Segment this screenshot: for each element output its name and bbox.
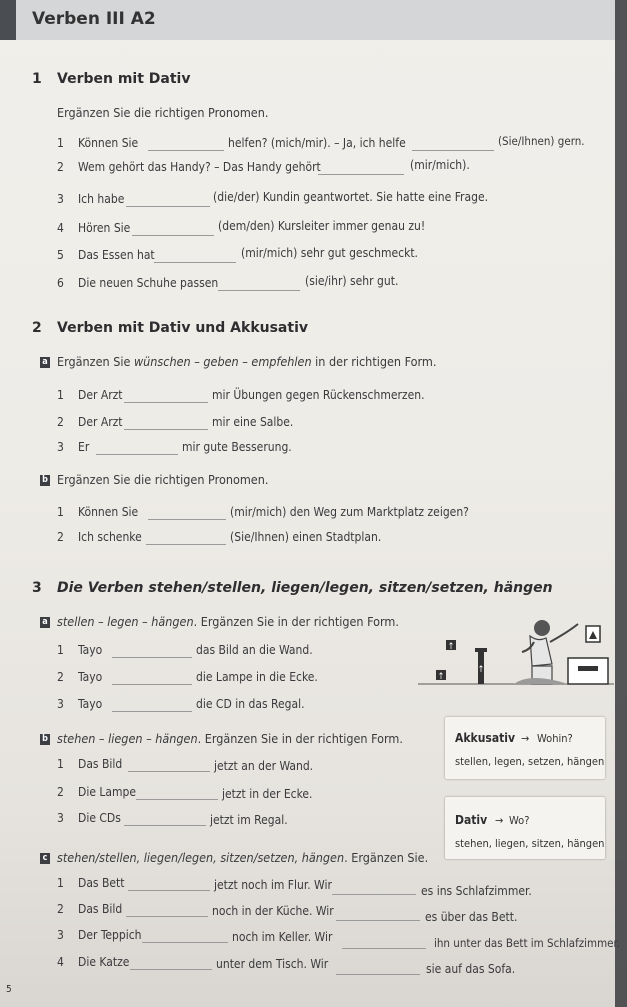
- answer-blank[interactable]: [124, 402, 208, 403]
- section-3b-instruction: stehen – liegen – hängen. Ergänzen Sie in der richtigen Form.: [57, 731, 403, 746]
- right-arrow-icon: →: [495, 814, 504, 827]
- answer-blank[interactable]: [336, 920, 420, 921]
- answer-blank[interactable]: [142, 942, 228, 943]
- akkusativ-box: Akkusativ → Wohin? stellen, legen, setzen, hängen: [445, 717, 605, 779]
- svg-text:↑: ↑: [447, 642, 455, 652]
- lamp-icon: [475, 648, 487, 684]
- answer-blank[interactable]: [342, 948, 426, 949]
- answer-blank[interactable]: [132, 235, 214, 236]
- exercise-badge-b: b: [40, 734, 50, 745]
- answer-blank[interactable]: [146, 544, 226, 545]
- up-arrow-icon: [436, 640, 456, 682]
- svg-text:↑: ↑: [437, 672, 445, 682]
- section-3a-instruction: stellen – legen – hängen. Ergänzen Sie in der richtigen Form.: [57, 614, 399, 629]
- worksheet-page: Verben III A2 1 Verben mit Dativ Ergänzen Sie die richtigen Pronomen. 1 Können Sie helfen? (mich/mir). – Ja, ich helfe (Sie/Ihnen) gern. 2 Wem gehört das Handy? – Das Handy gehört (mir/mich). 3 Ich habe (die/der) Kundin geantwortet. Sie hatte eine Frage. 4 Hören Sie (dem/den) Kursleiter immer genau zu! 5 Das Essen hat (mir/mich) sehr gut geschmeckt. 6 Die neuen Schuhe passen (sie/ihr) sehr gut. 2 Verben mit Dativ und Akkusativ a Ergänzen Sie wünschen – geben – empfehlen in der richtigen Form. 1 Der Arzt mir Übungen gegen Rückenschmerzen. 2 Der Arzt mir eine Salbe. 3 Er mir gute Besserung. b Ergänzen Sie die richtigen Pronomen. 1 Können Sie (mir/mich) den Weg zum Marktplatz zeigen? 2 Ich schenke (Sie/Ihnen) einen Stadtplan. 3 Die Verben stehen/stellen, liegen/legen, sitzen/setzen, hängen a stellen – legen – hängen. Ergänzen Sie in der richtigen Form. 1 Tayo das Bild an die Wand. 2 Tayo die Lampe in die Ecke. 3 Tayo die CD in das Regal. ↑ ↑ ↑ b stehen – liegen – hängen. Ergänzen Sie in der richtigen Form. 1 Das Bild jetzt an der Wand. 2 Die Lampe jetzt in der Ecke. 3 Die CDs jetzt im Regal. Akkusativ → Wohin? stellen, legen, setzen, hängen Dativ → Wo? stehen, liegen, sitzen, hängen c stehen/stellen, liegen/legen, sitzen/setzen, hängen. Ergänzen Sie. 1 Das Bett jetzt noch im Flur. Wir es ins Schlafzimmer. 2 Das Bild noch in der Küche. Wir es über das Bett. 3 Der Teppich noch im Keller. Wir ihn unter das Bett im Schlafzimmer. 4 Die Katze unter dem Tisch. Wir sie auf das Sofa. 5: [0, 0, 627, 1007]
- dativ-box: Dativ → Wo? stehen, liegen, sitzen, hängen: [445, 797, 605, 859]
- answer-blank[interactable]: [412, 150, 494, 151]
- section-1-instruction: Ergänzen Sie die richtigen Pronomen.: [57, 105, 269, 120]
- section-2a-instruction: Ergänzen Sie wünschen – geben – empfehlen in der richtigen Form.: [57, 354, 437, 369]
- answer-blank[interactable]: [218, 290, 300, 291]
- answer-blank[interactable]: [128, 771, 210, 772]
- exercise-badge-c: c: [40, 853, 50, 864]
- section-3-heading: 3 Die Verben stehen/stellen, liegen/legen, sitzen/setzen, hängen: [32, 580, 553, 596]
- svg-text:↑: ↑: [477, 665, 485, 675]
- exercise-badge-b: b: [40, 475, 50, 486]
- section-3c-instruction: stehen/stellen, liegen/legen, sitzen/setzen, hängen. Ergänzen Sie.: [57, 850, 429, 865]
- picture-frame-icon: [586, 626, 600, 642]
- header-accent: [0, 0, 16, 40]
- page-edge: [615, 0, 627, 1007]
- exercise-badge-a: a: [40, 357, 50, 368]
- answer-blank[interactable]: [112, 657, 192, 658]
- answer-blank[interactable]: [336, 974, 420, 975]
- page-mark: 5: [6, 984, 12, 995]
- answer-blank[interactable]: [128, 890, 210, 891]
- answer-blank[interactable]: [148, 519, 226, 520]
- shelf-icon: [568, 658, 608, 684]
- moving-man-illustration: [418, 612, 614, 698]
- answer-blank[interactable]: [124, 825, 206, 826]
- answer-blank[interactable]: [332, 894, 416, 895]
- section-2-heading: 2 Verben mit Dativ und Akkusativ: [32, 320, 308, 336]
- answer-blank[interactable]: [126, 916, 208, 917]
- answer-blank[interactable]: [126, 206, 210, 207]
- answer-blank[interactable]: [96, 454, 178, 455]
- answer-blank[interactable]: [136, 799, 218, 800]
- right-arrow-icon: →: [521, 732, 530, 745]
- answer-blank[interactable]: [124, 429, 208, 430]
- page-title: Verben III A2: [32, 9, 156, 29]
- answer-blank[interactable]: [318, 174, 404, 175]
- section-2b-instruction: Ergänzen Sie die richtigen Pronomen.: [57, 472, 269, 487]
- exercise-badge-a: a: [40, 617, 50, 628]
- answer-blank[interactable]: [112, 711, 192, 712]
- answer-blank[interactable]: [154, 262, 236, 263]
- answer-blank[interactable]: [112, 684, 192, 685]
- section-1-heading: 1 Verben mit Dativ: [32, 71, 191, 87]
- answer-blank[interactable]: [130, 969, 212, 970]
- answer-blank[interactable]: [148, 150, 224, 151]
